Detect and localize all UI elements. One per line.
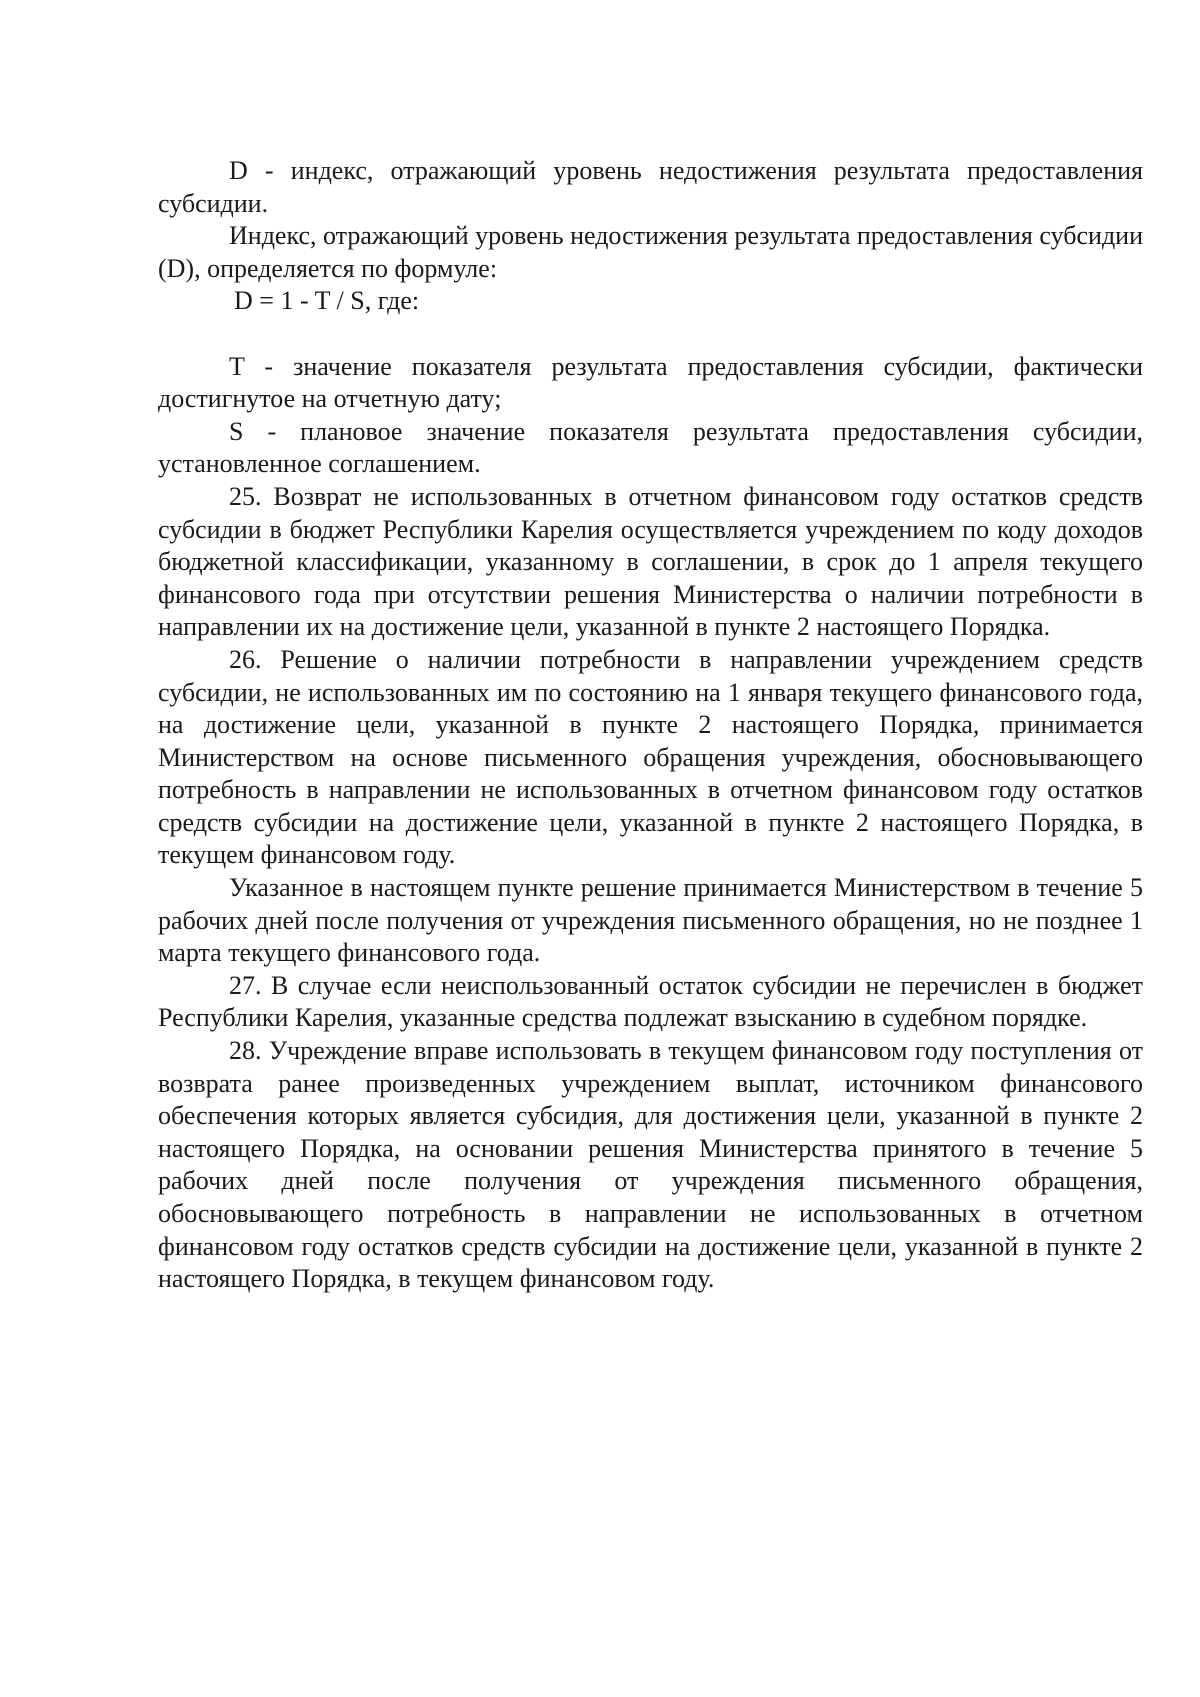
paragraph-index-formula-intro: Индекс, отражающий уровень недостижения результата предоставления субсидии (D), определяется по формуле: (158, 221, 1143, 283)
paragraph-index-d-definition: D - индекс, отражающий уровень недостижения результата предоставления субсидии. (158, 156, 1143, 218)
paragraph-item-27: 27. В случае если неиспользованный остаток субсидии не перечислен в бюджет Республики Карелия, указанные средства подлежат взысканию в судебном порядке. (158, 970, 1143, 1033)
paragraph-item-25: 25. Возврат не использованных в отчетном финансовом году остатков средств субсидии в бюджет Республики Карелия осуществляется учреждением по коду доходов бюджетной классификации, указанному в соглашении, в срок до 1 апреля текущего финансового года при отсутствии решения Министерства о наличии потребности в направлении их на достижение цели, указанной в пункте 2 настоящего Порядка. (158, 481, 1143, 642)
paragraph-item-26: 26. Решение о наличии потребности в направлении учреждением средств субсидии, не использованных им по состоянию на 1 января текущего финансового года, на достижение цели, указанной в пункте 2 настоящего Порядка, принимается Министерством на основе письменного обращения учреждения, обосновывающего потребность в направлении не использованных в отчетном финансовом году остатков средств субсидии на достижение цели, указанной в пункте 2 настоящего Порядка, в текущем финансовом году. (158, 644, 1143, 870)
paragraph-item-28: 28. Учреждение вправе использовать в текущем финансовом году поступления от возврата ранее произведенных учреждением выплат, источником финансового обеспечения которых является субсидия, для достижения цели, указанной в пункте 2 настоящего Порядка, на основании решения Министерства принятого в течение 5 рабочих дней после получения от учреждения письменного обращения, обосновывающего потребность в направлении не использованных в отчетном финансовом году остатков средств субсидии на достижение цели, указанной в пункте 2 настоящего Порядка, в текущем финансовом году. (158, 1036, 1143, 1294)
paragraph-t-definition: T - значение показателя результата предоставления субсидии, фактически достигнутое на отчетную дату; (158, 351, 1143, 414)
paragraph-item-26-decision: Указанное в настоящем пункте решение принимается Министерством в течение 5 рабочих дней после получения от учреждения письменного обращения, но не позднее 1 марта текущего финансового года. (158, 873, 1143, 968)
paragraph-s-definition: S - плановое значение показателя результата предоставления субсидии, установленное соглашением. (158, 416, 1143, 479)
document-body (158, 155, 1143, 1296)
formula-line: D = 1 - T / S, где: (234, 286, 420, 316)
blank-line (158, 318, 1143, 351)
